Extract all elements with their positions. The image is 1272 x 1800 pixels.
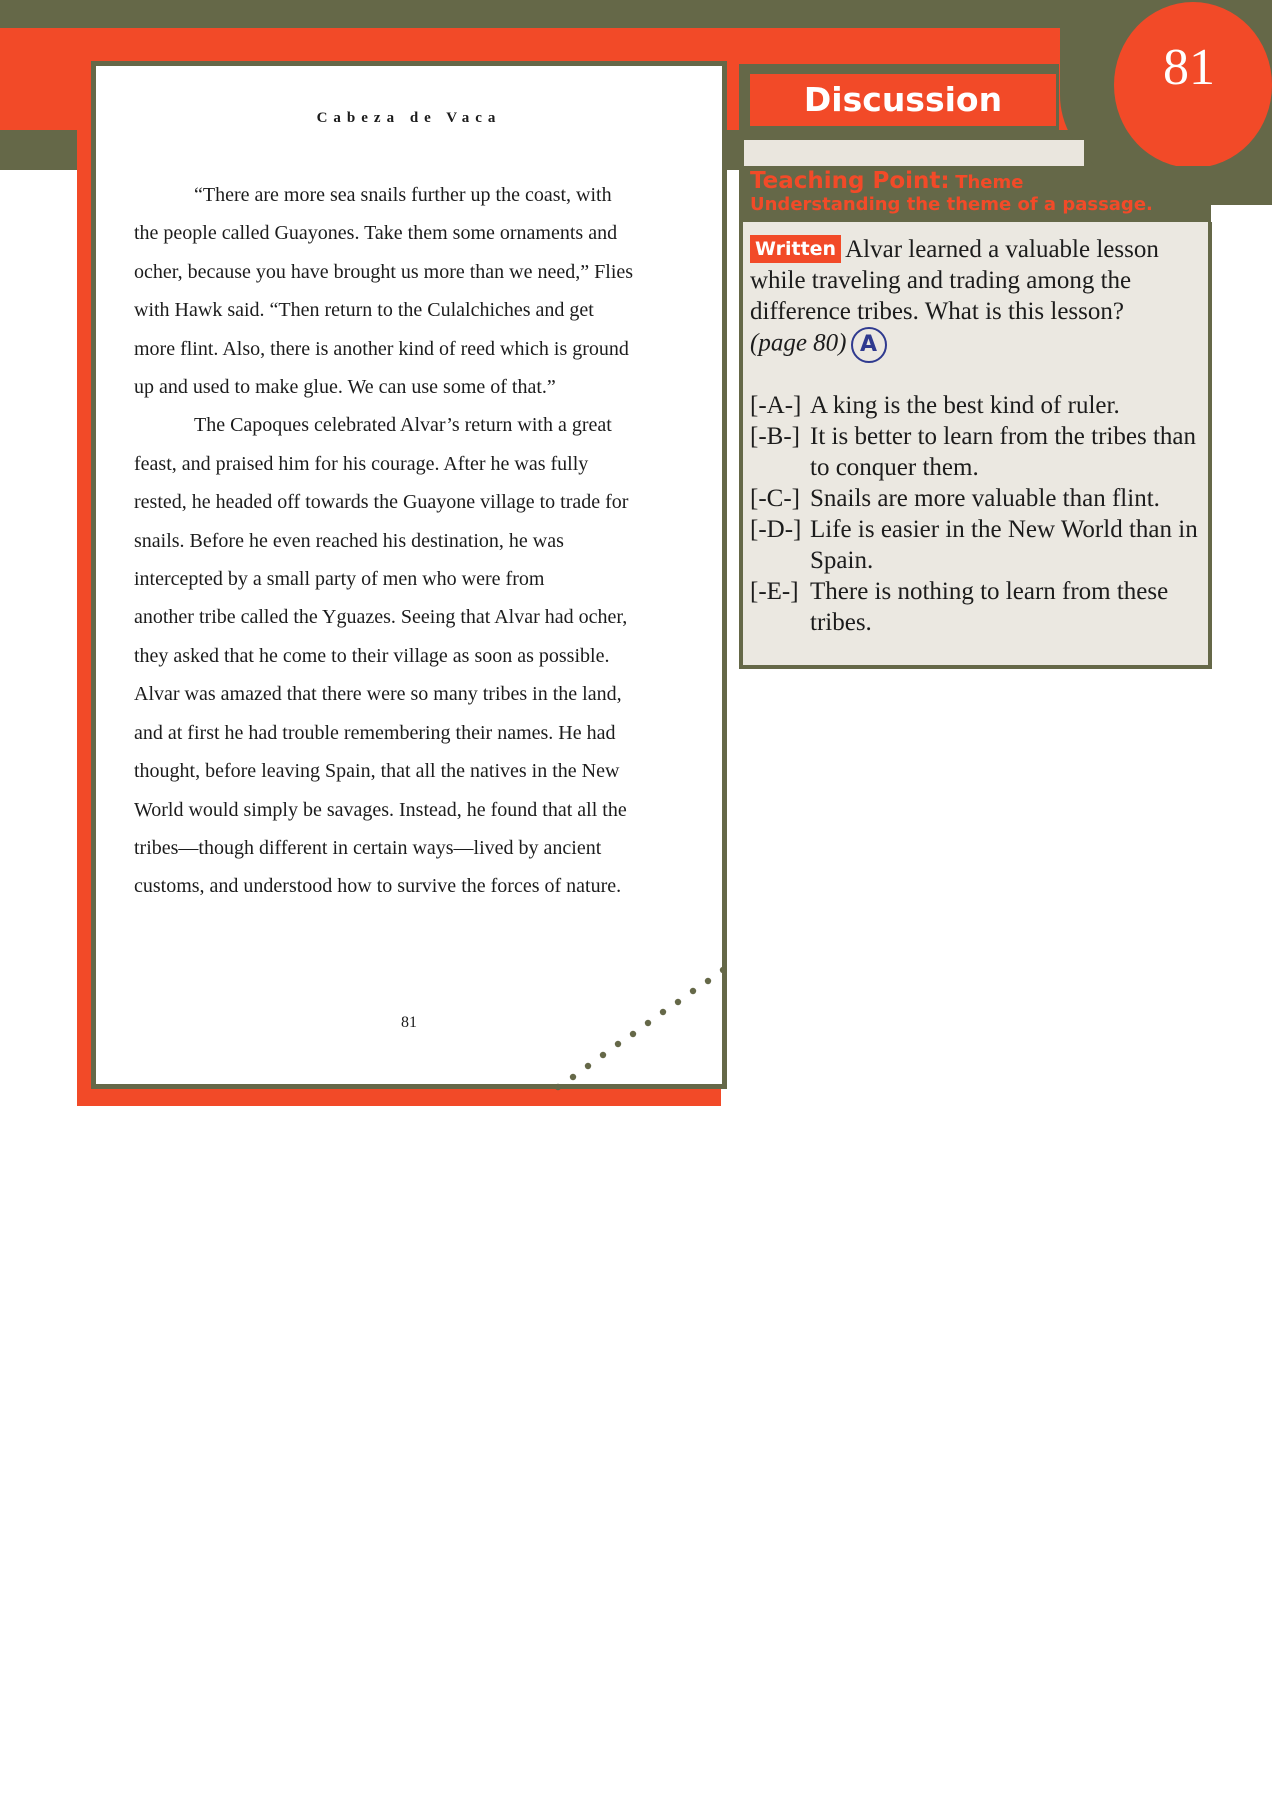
answer-key-circle: A	[851, 327, 887, 363]
option-label: [-C-]	[750, 485, 800, 512]
text-line: rested, he headed off towards the Guayone village to trade for	[134, 491, 629, 514]
option-a	[750, 390, 1206, 421]
text-line: they asked that he come to their village as soon as possible.	[134, 644, 610, 667]
panel-strip	[744, 140, 1084, 166]
text-line: more flint. Also, there is another kind of reed which is ground	[134, 337, 629, 360]
option-text: Snails are more valuable than flint.	[810, 485, 1160, 512]
page-badge-number: 81	[1163, 39, 1215, 96]
text-line: The Capoques celebrated Alvar’s return with a great	[194, 414, 612, 437]
teaching-point-heading	[750, 168, 1023, 194]
text-line: feast, and praised him for his courage. After he was fully	[134, 452, 589, 475]
teaching-point-description: Understanding the theme of a passage.	[750, 194, 1153, 215]
dotted-decoration	[540, 955, 740, 1095]
text-line: “There are more sea snails further up the coast, with	[194, 184, 612, 206]
option-label: [-D-]	[750, 516, 802, 543]
option-e	[750, 576, 1206, 638]
book-text	[134, 176, 694, 906]
text-line: ocher, because you have brought us more than we need,” Flies	[134, 260, 634, 283]
text-line: World would simply be savages. Instead, he found that all the	[134, 798, 627, 821]
book-page	[91, 61, 727, 1089]
text-line: customs, and understood how to survive the forces of nature.	[134, 875, 622, 898]
text-line: intercepted by a small party of men who were from	[134, 568, 545, 591]
text-line: with Hawk said. “Then return to the Culalchiches and get	[134, 299, 594, 322]
page-reference: (page 80)	[750, 329, 847, 357]
option-label: [-E-]	[750, 578, 799, 605]
text-line: the people called Guayones. Take them some ornaments and	[134, 222, 618, 245]
text-line: snails. Before he even reached his destination, he was	[134, 529, 564, 552]
written-tag: Written	[750, 235, 841, 263]
option-label: [-B-]	[750, 423, 800, 450]
option-label: [-A-]	[750, 392, 802, 419]
option-text: Life is easier in the New World than in Spain.	[810, 516, 1198, 574]
text-line: Alvar was amazed that there were so many tribes in the land,	[134, 683, 622, 706]
answer-options	[750, 390, 1206, 638]
option-text: There is nothing to learn from these tribes.	[810, 578, 1169, 636]
option-text: It is better to learn from the tribes than to conquer them.	[810, 423, 1196, 481]
text-line: another tribe called the Yguazes. Seeing that Alvar had ocher,	[134, 606, 628, 629]
option-d	[750, 514, 1206, 576]
text-line: thought, before leaving Spain, that all the natives in the New	[134, 760, 620, 783]
option-text: A king is the best kind of ruler.	[810, 392, 1120, 419]
teaching-point-label: Teaching Point:	[750, 168, 950, 194]
question-block	[750, 234, 1206, 363]
text-line: up and used to make glue. We can use some of that.”	[134, 376, 556, 399]
text-line: and at first he had trouble remembering their names. He had	[134, 721, 616, 744]
question-text: Alvar learned a valuable lesson while traveling and trading among the difference tribes. What is this lesson?	[750, 236, 1159, 325]
running-head: Cabeza de Vaca	[316, 110, 502, 126]
book-page-number: 81	[401, 1014, 417, 1031]
teaching-point-theme: Theme	[955, 172, 1024, 193]
option-b	[750, 421, 1206, 483]
text-line: tribes—though different in certain ways—lived by ancient	[134, 836, 602, 859]
discussion-title: Discussion	[750, 74, 1056, 126]
option-c	[750, 483, 1206, 514]
